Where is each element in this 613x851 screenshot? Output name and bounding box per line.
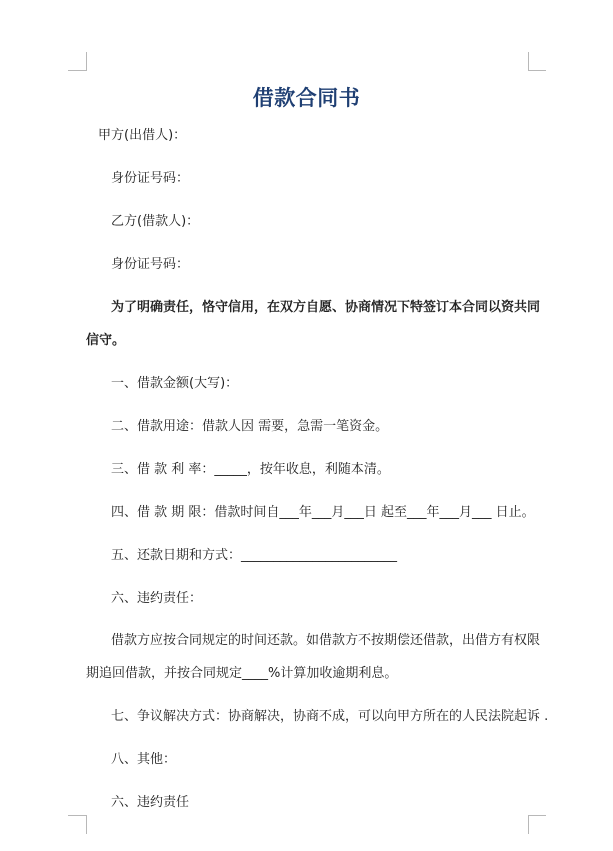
party-a-id-line: 身份证号码：: [111, 171, 190, 186]
crop-mark-top-right-h: [528, 70, 546, 71]
clause-2-purpose: 二、借款用途：借款人因 需要，急需一笔资金。: [111, 419, 389, 434]
clause-8-other: 八、其他：: [111, 752, 177, 767]
clause-7-dispute: 七、争议解决方式：协商解决，协商不成，可以向甲方所在的人民法院起诉 .: [111, 709, 549, 724]
crop-mark-top-right-v: [528, 52, 529, 71]
clause-5-repayment: 五、还款日期和方式：________________________: [111, 548, 398, 563]
party-a-line: 甲方(出借人)：: [98, 128, 187, 143]
clause-6-breach: 六、违约责任：: [111, 591, 203, 606]
clause-4-term: 四、借 款 期 限：借款时间自___年___月___日 起至___年___月___ 日止。: [111, 505, 535, 520]
preamble-line-2: 信守。: [86, 333, 126, 348]
breach-text-line-1: 借款方应按合同规定的时间还款。如借款方不按期偿还借款，出借方有权限: [111, 633, 541, 648]
party-b-id-line: 身份证号码：: [111, 257, 190, 272]
breach-text-line-2: 期追回借款，并按合同规定____%计算加收逾期利息。: [86, 666, 398, 681]
crop-mark-bottom-left-v: [86, 815, 87, 834]
crop-mark-bottom-left-h: [68, 815, 86, 816]
crop-mark-bottom-right-h: [528, 815, 546, 816]
crop-mark-top-left-v: [86, 52, 87, 71]
party-b-line: 乙方(借款人)：: [111, 214, 200, 229]
clause-3-rate: 三、借 款 利 率：_____，按年收息，利随本清。: [111, 462, 390, 477]
preamble-line-1: 为了明确责任，恪守信用，在双方自愿、协商情况下特签订本合同以资共同: [111, 300, 541, 315]
clause-6-breach-repeat: 六、违约责任: [111, 795, 190, 810]
document-title: 借款合同书: [252, 86, 361, 110]
crop-mark-bottom-right-v: [528, 815, 529, 834]
crop-mark-top-left-h: [68, 70, 86, 71]
clause-1-amount: 一、借款金额(大写)：: [111, 376, 239, 391]
